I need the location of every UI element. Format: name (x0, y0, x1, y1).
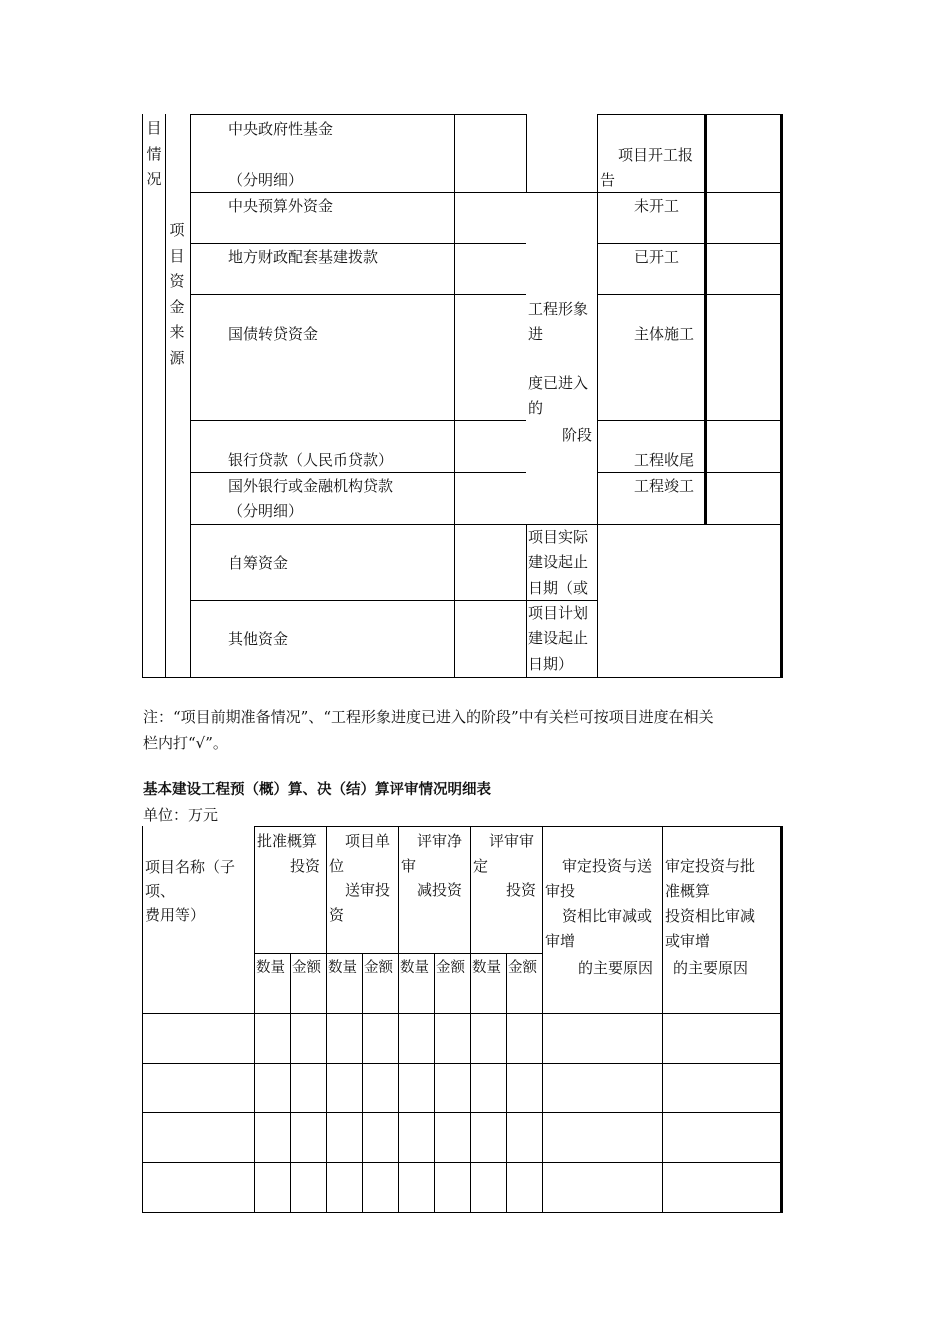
table-rule (597, 243, 783, 244)
table-divider (254, 826, 255, 1213)
table-rule (190, 294, 526, 295)
table-rule (190, 243, 526, 244)
progress-label: 阶段 (562, 426, 593, 444)
header-approved-investment: 定 (473, 857, 489, 875)
subheader-quantity: 数量 (400, 960, 429, 976)
header-submitted-investment: 位 (329, 857, 345, 875)
table-rule (597, 420, 783, 421)
header-reason-vs-approved: 或审增 (665, 932, 711, 950)
header-reason-vs-approved: 准概算 (665, 882, 711, 900)
section-label: 目情况 (146, 119, 162, 188)
header-submitted-investment: 送审投 (345, 881, 391, 899)
stage-report: 告 (600, 171, 616, 189)
table-divider (597, 114, 598, 678)
header-net-reduction: 减投资 (417, 881, 463, 899)
table-divider (362, 953, 363, 1213)
header-reason-vs-submitted: 的主要原因 (578, 959, 654, 977)
subheader-quantity: 数量 (256, 960, 285, 976)
table-border-top (254, 826, 783, 827)
table-divider (165, 114, 166, 678)
header-reason-vs-approved: 审定投资与批 (665, 857, 756, 875)
table-rule (142, 1112, 783, 1113)
header-approved-budget: 批准概算 (257, 832, 318, 850)
dates-label: 日期（或 (528, 579, 589, 597)
stage-main-construction: 主体施工 (634, 325, 695, 343)
source-bank-loan: 银行贷款（人民币贷款） (228, 451, 394, 469)
dates-label: 建设起止 (528, 629, 589, 647)
header-approved-budget: 投资 (290, 857, 321, 875)
header-submitted-investment: 资 (329, 906, 345, 924)
header-reason-vs-submitted: 审定投资与送 (562, 857, 653, 875)
header-reason-vs-submitted: 资相比审减或 (562, 907, 653, 925)
header-submitted-investment: 项目单 (345, 832, 391, 850)
header-project-name: 项、 (145, 882, 176, 900)
stage-not-started: 未开工 (634, 197, 680, 215)
header-reason-vs-submitted: 审投 (545, 882, 576, 900)
table-divider (506, 953, 507, 1213)
table-rule (190, 472, 526, 473)
table-divider (290, 953, 291, 1213)
subheader-quantity: 数量 (328, 960, 357, 976)
stage-finishing: 工程收尾 (634, 451, 695, 469)
table-rule (597, 294, 783, 295)
dates-label: 项目实际 (528, 528, 589, 546)
table-rule (190, 420, 526, 421)
subheader-amount: 金额 (292, 960, 321, 976)
table-rule (142, 1162, 783, 1163)
note-line-2: 栏内打“√”。 (143, 734, 228, 752)
header-project-name: 项目名称（子 (145, 858, 236, 876)
table-border-right (780, 826, 783, 1213)
subheader-quantity: 数量 (472, 960, 501, 976)
source-other: 其他资金 (228, 630, 289, 648)
table-border-left (142, 826, 143, 1213)
subheader-amount: 金额 (364, 960, 393, 976)
header-approved-investment: 投资 (506, 881, 537, 899)
funding-source-group-label: 项目资金来源 (169, 221, 185, 367)
progress-label: 进 (528, 325, 544, 343)
table-rule (254, 953, 542, 954)
table-divider (190, 114, 191, 678)
table-divider (454, 114, 455, 678)
table-divider (398, 826, 399, 1213)
table-rule (597, 114, 783, 115)
dates-label: 项目计划 (528, 604, 589, 622)
header-approved-investment: 评审审 (489, 832, 535, 850)
progress-label: 工程形象 (528, 300, 589, 318)
header-reason-vs-approved: 的主要原因 (673, 959, 749, 977)
table-border-left (142, 114, 143, 678)
dates-label: 日期） (528, 655, 574, 673)
header-net-reduction: 评审净 (417, 832, 463, 850)
stage-report: 项目开工报 (618, 146, 694, 164)
source-local-allocation: 地方财政配套基建拨款 (228, 248, 379, 266)
table-divider (662, 826, 663, 1213)
note-line-1: 注：“项目前期准备情况”、“工程形象进度已进入的阶段”中有关栏可按项目进度在相关 (143, 708, 714, 726)
table-divider (542, 826, 543, 1213)
header-net-reduction: 审 (401, 857, 417, 875)
table-divider (704, 114, 707, 524)
table-divider (326, 826, 327, 1213)
source-foreign-loan-note: （分明细） (228, 502, 304, 520)
source-foreign-loan: 国外银行或金融机构贷款 (228, 477, 394, 495)
table-rule (142, 1013, 783, 1014)
table-border-right (780, 114, 783, 678)
table-border-bottom (142, 677, 783, 678)
table-divider (526, 524, 527, 678)
table-border-bottom (142, 1212, 783, 1213)
source-treasury-bond: 国债转贷资金 (228, 325, 319, 343)
table-rule (190, 192, 783, 193)
subheader-amount: 金额 (436, 960, 465, 976)
header-reason-vs-submitted: 审增 (545, 932, 576, 950)
unit-label: 单位：万元 (143, 806, 219, 824)
progress-label: 的 (528, 399, 544, 417)
header-reason-vs-approved: 投资相比审减 (665, 907, 756, 925)
table-title: 基本建设工程预（概）算、决（结）算评审情况明细表 (143, 782, 491, 798)
table-rule (597, 472, 783, 473)
stage-started: 已开工 (634, 248, 680, 266)
source-self-raised: 自筹资金 (228, 554, 289, 572)
table-rule (142, 1063, 783, 1064)
table-divider (434, 953, 435, 1213)
source-central-fund-note: （分明细） (228, 171, 304, 189)
header-project-name: 费用等） (145, 906, 206, 924)
subheader-amount: 金额 (508, 960, 537, 976)
table-divider (526, 114, 527, 192)
progress-label: 度已进入 (528, 374, 589, 392)
table-rule (190, 524, 783, 525)
source-central-fund: 中央政府性基金 (228, 120, 334, 138)
dates-label: 建设起止 (528, 553, 589, 571)
table-rule (190, 114, 526, 115)
source-extra-budget: 中央预算外资金 (228, 197, 334, 215)
stage-completed: 工程竣工 (634, 477, 695, 495)
table-divider (470, 826, 471, 1213)
